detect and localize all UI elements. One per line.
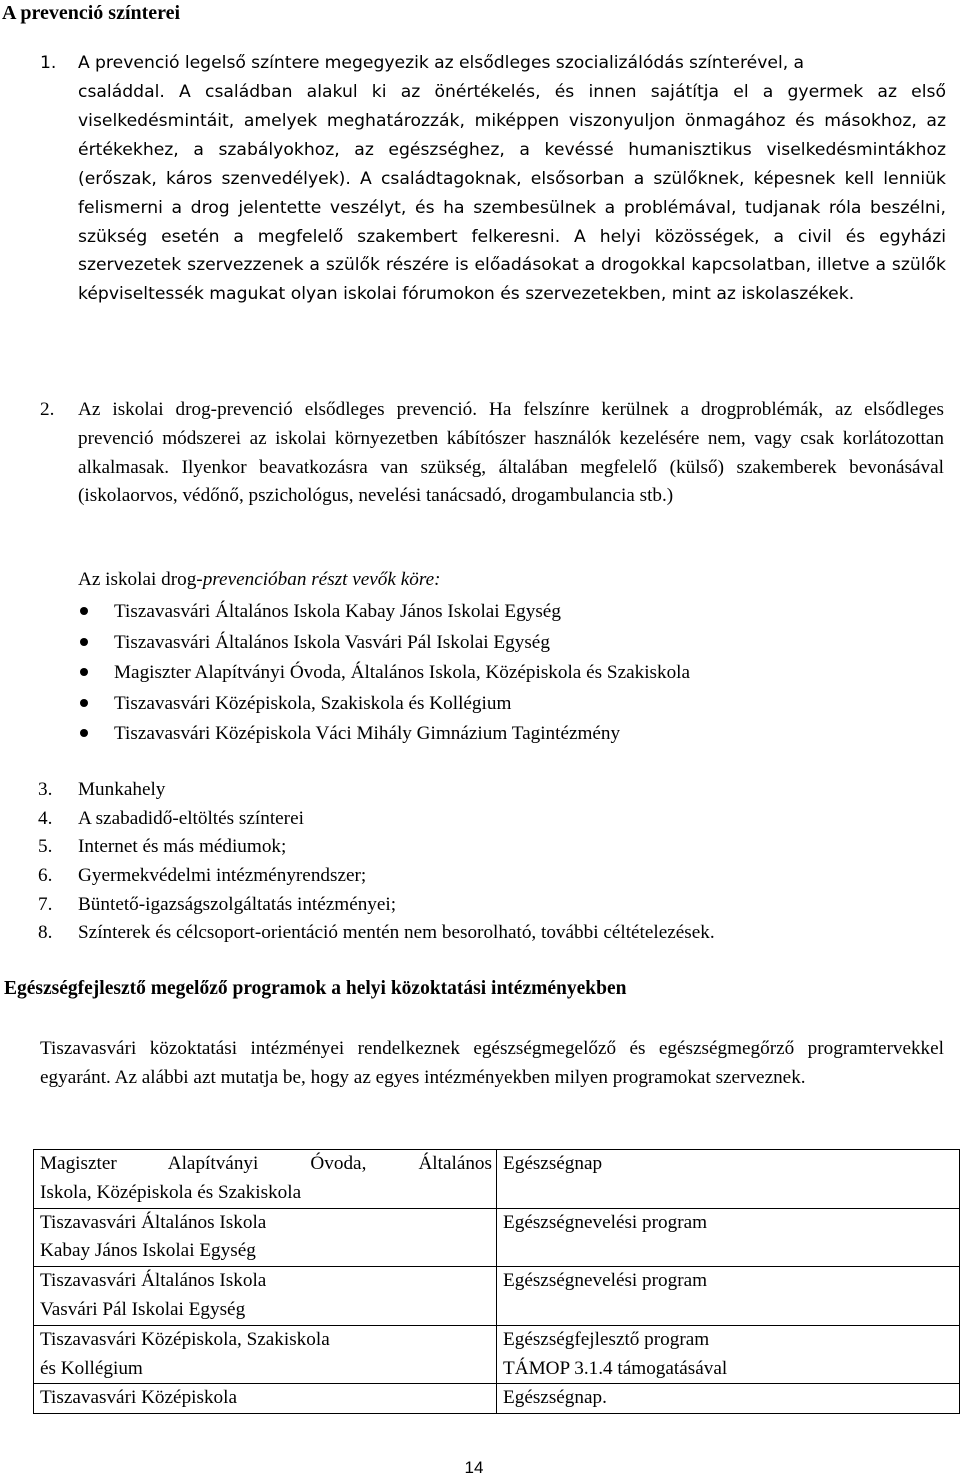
item-2-paragraph: Az iskolai drog-prevenció elsődleges prevenció. Ha felszínre kerülnek a drogproblémák, az elsődleges prevenció módszerei az iskolai környezetben kábítószer használók kezelésére nem, vagy csak korlátozottan alkalmasak. Ilyenkor beavatkozásra van szükség, általában megfelelő (külső) szakemberek bevonásával (iskolaorvos, védőnő, pszichológus, nevelési tanácsadó, drogambulancia stb.) (78, 399, 944, 507)
participants-heading-italic: prevencióban részt vevők köre: (202, 569, 441, 590)
program-line: Egészségnevelési program (503, 1211, 708, 1233)
program-cell (497, 1150, 960, 1209)
program-line: Egészségnap (503, 1153, 603, 1174)
item-number: 3. (38, 779, 53, 800)
participants-heading (78, 566, 441, 594)
participant-item (40, 719, 940, 750)
program-line: Egészségnap. (503, 1387, 607, 1409)
participant-label: Tiszavasvári Középiskola, Szakiskola és Kollégium (114, 692, 512, 714)
item-label: Munkahely (78, 779, 166, 800)
institution-cell (34, 1384, 497, 1414)
institution-cell (34, 1325, 497, 1384)
numbered-list (0, 776, 940, 948)
programs-table (33, 1149, 960, 1414)
program-line: Egészségnevelési program (503, 1270, 708, 1292)
item-1-first-line (78, 49, 946, 79)
section-title-egeszsegfejleszto: Egészségfejlesztő megelőző programok a helyi közoktatási intézményekben (4, 978, 627, 999)
program-cell (497, 1267, 960, 1326)
institution-line: Iskola, Középiskola és Szakiskola (40, 1181, 302, 1203)
item-label: Gyermekvédelmi intézményrendszer; (78, 865, 367, 887)
participant-item (40, 628, 940, 659)
institution-line: Tiszavasvári Középiskola, Szakiskola (40, 1328, 330, 1350)
item-1-first-line-text: A prevenció legelső színtere megegyezik az elsődleges szocializálódás színterével, a (78, 53, 805, 73)
item-1-paragraph: családdal. A családban alakul ki az önértékelés, és innen sajátítja el a gyermek az első viselkedésmintáit, amelyek meghatározzák, miképpen viszonyuljon önmagához és másokhoz, az értékekhez, a szabályokhoz, az egészséghez, a kevéssé humanisztikus viselkedésmintákhoz (erőszak, káros szenvedélyek). A családtagoknak, elsősorban a szülőknek, képesnek kell lenniük felismerni a drog jelentette veszélyt, és ha szembesülnek a problémával, tudjanak róla beszélni, szükség esetén a megfelelő szakembert felkeresni. A helyi közösségek, a civil és egyházi szervezetek szervezzenek a szülők részére is előadásokat a drogokkal kapcsolatban, illetve a szülők képviseltessék magukat olyan iskolai fórumokon és szervezetekben, mint az iskolaszékek. (78, 82, 946, 305)
table-row (34, 1384, 960, 1414)
institution-line: Tiszavasvári Középiskola (40, 1387, 237, 1409)
institution-line: Magiszter Alapítványi Óvoda, Általános (40, 1153, 492, 1174)
item-number: 8. (38, 922, 53, 944)
item-number: 4. (38, 807, 53, 829)
table-row (34, 1267, 960, 1326)
section-2-intro: Tiszavasvári közoktatási intézményei rendelkeznek egészségmegelőző és egészségmegőrző programtervekkel egyaránt. Az alábbi azt mutatja be, hogy az egyes intézményekben milyen programokat szerveznek. (40, 1038, 944, 1088)
numbered-item (0, 862, 940, 891)
item-label: A szabadidő-eltöltés színterei (78, 807, 304, 829)
institution-cell (34, 1267, 497, 1326)
numbered-item (0, 833, 940, 862)
numbered-item (0, 919, 940, 948)
table-row (34, 1150, 960, 1209)
numbered-item (0, 805, 940, 834)
participant-label: Magiszter Alapítványi Óvoda, Általános Iskola, Középiskola és Szakiskola (114, 662, 691, 683)
item-number-1: 1. (40, 53, 57, 73)
institution-line: Vasvári Pál Iskolai Egység (40, 1298, 246, 1320)
participant-item (40, 658, 940, 689)
bullet-icon (80, 668, 88, 676)
bullet-icon (80, 638, 88, 646)
participant-label: Tiszavasvári Általános Iskola Vasvári Pál Iskolai Egység (114, 631, 550, 653)
numbered-item (0, 776, 940, 805)
item-number: 7. (38, 893, 53, 915)
section-title-prevencio: A prevenció színterei (2, 2, 181, 24)
bullet-icon (80, 729, 88, 737)
item-label: Büntető-igazságszolgáltatás intézményei; (78, 893, 397, 915)
program-line: TÁMOP 3.1.4 támogatásával (503, 1357, 728, 1379)
participant-item (40, 597, 940, 628)
institution-cell (34, 1150, 497, 1209)
numbered-item (0, 891, 940, 920)
participant-label: Tiszavasvári Középiskola Váci Mihály Gimnázium Tagintézmény (114, 723, 621, 744)
program-cell (497, 1384, 960, 1414)
program-cell (497, 1208, 960, 1267)
institution-cell (34, 1208, 497, 1267)
page-number: 14 (464, 1458, 484, 1477)
participant-label: Tiszavasvári Általános Iskola Kabay János Iskolai Egység (114, 601, 561, 622)
bullet-icon (80, 607, 88, 615)
item-label: Internet és más médiumok; (78, 836, 287, 858)
participant-item (40, 689, 940, 720)
participants-list (40, 597, 940, 750)
program-cell (497, 1325, 960, 1384)
participants-heading-normal: Az iskolai drog- (78, 569, 203, 590)
item-number: 5. (38, 836, 53, 858)
table-row (34, 1325, 960, 1384)
institution-line: és Kollégium (40, 1357, 143, 1379)
institution-line: Tiszavasvári Általános Iskola (40, 1270, 267, 1292)
institution-line: Tiszavasvári Általános Iskola (40, 1211, 267, 1233)
bullet-icon (80, 699, 88, 707)
institution-line: Kabay János Iskolai Egység (40, 1240, 256, 1262)
table-row (34, 1208, 960, 1267)
item-label: Színterek és célcsoport-orientáció mentén nem besorolható, további céltételezések. (78, 922, 715, 944)
program-line: Egészségfejlesztő program (503, 1328, 710, 1350)
item-number: 6. (38, 865, 53, 887)
item-number-2: 2. (40, 399, 55, 420)
